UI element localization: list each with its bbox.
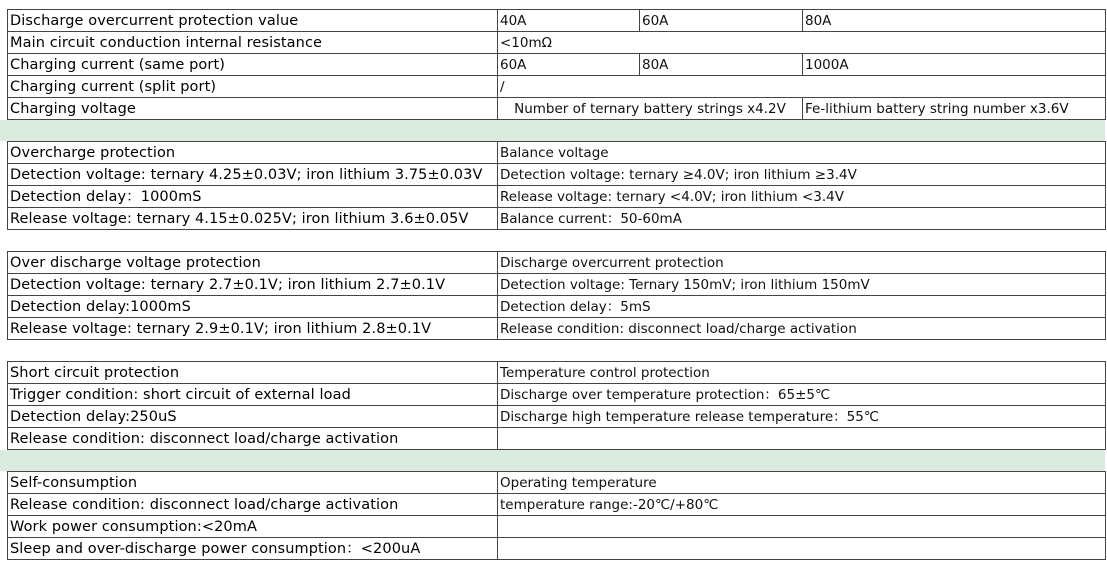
row-label: Charging current (same port) — [8, 54, 498, 76]
table-row — [8, 494, 1106, 516]
row-value: Temperature control protection — [498, 362, 1106, 384]
row-value: 80A — [640, 54, 803, 76]
row-label: Charging current (split port) — [8, 76, 498, 98]
table-row — [8, 472, 1106, 494]
table-row — [8, 54, 1106, 76]
row-label: Release condition: disconnect load/charge activation — [8, 428, 498, 450]
row-value: Detection voltage: ternary ≥4.0V; iron lithium ≥3.4V — [498, 164, 1106, 186]
row-value — [498, 538, 1106, 560]
row-label: Work power consumption:<20mA — [8, 516, 498, 538]
table-row — [8, 274, 1106, 296]
table-row — [8, 98, 1106, 120]
table-row — [8, 10, 1106, 32]
row-value: temperature range:-20℃/+80℃ — [498, 494, 1106, 516]
section-separator — [0, 450, 1105, 471]
row-value: Discharge high temperature release temperature：55℃ — [498, 406, 1106, 428]
row-label: Overcharge protection — [8, 142, 498, 164]
table-row — [8, 208, 1106, 230]
row-value: 80A — [803, 10, 1106, 32]
row-value: Fe-lithium battery string number x3.6V — [803, 98, 1106, 120]
overdischarge-table — [7, 251, 1106, 340]
table-row — [8, 186, 1106, 208]
row-label: Short circuit protection — [8, 362, 498, 384]
row-label: Detection voltage: ternary 2.7±0.1V; iron lithium 2.7±0.1V — [8, 274, 498, 296]
section-separator — [7, 230, 1105, 251]
overcharge-table — [7, 141, 1106, 230]
table-row — [8, 164, 1106, 186]
row-value — [498, 516, 1106, 538]
table-row — [8, 538, 1106, 560]
row-label: Detection voltage: ternary 4.25±0.03V; iron lithium 3.75±0.03V — [8, 164, 498, 186]
table-row — [8, 76, 1106, 98]
table-row — [8, 318, 1106, 340]
row-value: Release voltage: ternary <4.0V; iron lithium <3.4V — [498, 186, 1106, 208]
row-value: Number of ternary battery strings x4.2V — [498, 98, 803, 120]
row-value: Discharge over temperature protection：65±5℃ — [498, 384, 1106, 406]
row-value — [498, 428, 1106, 450]
row-label: Over discharge voltage protection — [8, 252, 498, 274]
table-row — [8, 516, 1106, 538]
row-label: Release condition: disconnect load/charge activation — [8, 494, 498, 516]
row-label: Detection delay:1000mS — [8, 296, 498, 318]
ratings-table — [7, 9, 1106, 120]
row-value: Detection voltage: Ternary 150mV; iron lithium 150mV — [498, 274, 1106, 296]
table-row — [8, 406, 1106, 428]
row-value: 60A — [640, 10, 803, 32]
row-value: Balance voltage — [498, 142, 1106, 164]
row-label: Trigger condition: short circuit of external load — [8, 384, 498, 406]
spec-sheet — [7, 9, 1105, 560]
row-value: 40A — [498, 10, 640, 32]
table-row — [8, 296, 1106, 318]
table-row — [8, 384, 1106, 406]
row-value: Balance current：50-60mA — [498, 208, 1106, 230]
row-label: Discharge overcurrent protection value — [8, 10, 498, 32]
row-label: Self-consumption — [8, 472, 498, 494]
row-label: Release voltage: ternary 2.9±0.1V; iron lithium 2.8±0.1V — [8, 318, 498, 340]
row-label: Release voltage: ternary 4.15±0.025V; iron lithium 3.6±0.05V — [8, 208, 498, 230]
table-row — [8, 362, 1106, 384]
table-row — [8, 252, 1106, 274]
table-row — [8, 428, 1106, 450]
row-value: / — [498, 76, 1106, 98]
row-label: Sleep and over-discharge power consumption：<200uA — [8, 538, 498, 560]
row-value: Detection delay：5mS — [498, 296, 1106, 318]
table-row — [8, 32, 1106, 54]
section-separator — [0, 120, 1105, 141]
row-label: Main circuit conduction internal resistance — [8, 32, 498, 54]
consumption-table — [7, 471, 1106, 560]
table-row — [8, 142, 1106, 164]
row-value: 60A — [498, 54, 640, 76]
section-separator — [7, 340, 1105, 361]
row-value: Operating temperature — [498, 472, 1106, 494]
row-label: Charging voltage — [8, 98, 498, 120]
short-circuit-table — [7, 361, 1106, 450]
row-value: <10mΩ — [498, 32, 1106, 54]
row-label: Detection delay:250uS — [8, 406, 498, 428]
row-value: Discharge overcurrent protection — [498, 252, 1106, 274]
row-value: Release condition: disconnect load/charge activation — [498, 318, 1106, 340]
row-value: 1000A — [803, 54, 1106, 76]
row-label: Detection delay：1000mS — [8, 186, 498, 208]
